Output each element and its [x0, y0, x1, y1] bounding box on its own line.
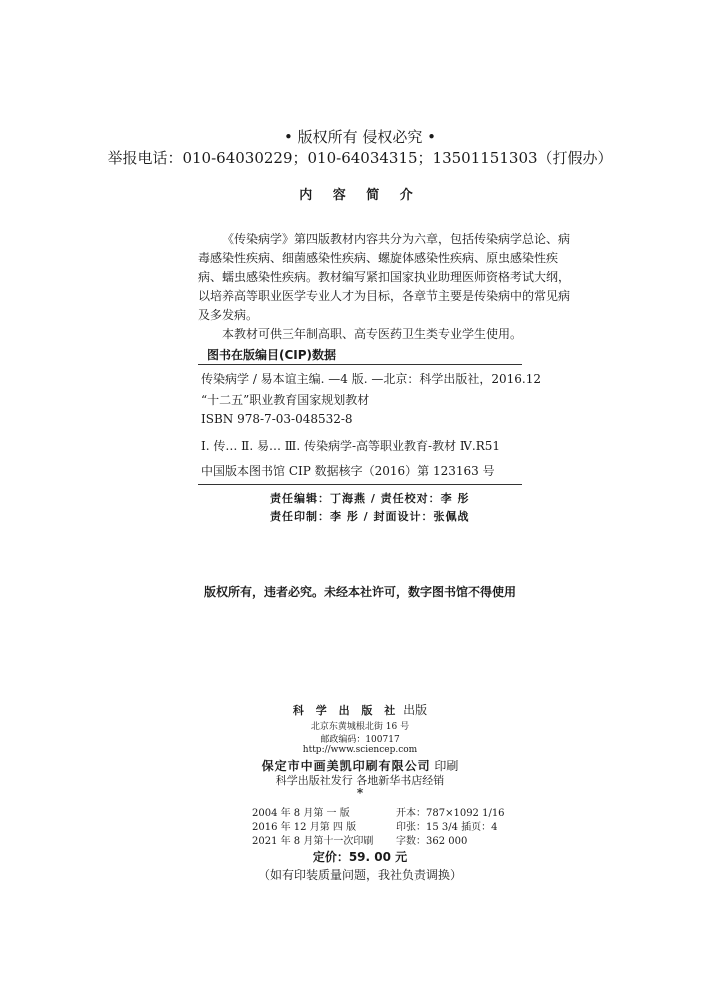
- edition-spec: 字数：362 000: [396, 836, 468, 847]
- printer-name: 保定市中画美凯印刷有限公司: [261, 759, 431, 773]
- cip-line-data-number: 中国版本图书馆 CIP 数据核字（2016）第 123163 号: [201, 464, 495, 478]
- copyright-warning: 版权所有，违者必究。未经本社许可，数字图书馆不得使用: [203, 585, 516, 599]
- publisher-name: 科 学 出 版 社: [292, 704, 400, 717]
- publisher-website: http://www.sciencep.com: [302, 745, 418, 755]
- cip-bottom-rule: [198, 484, 522, 485]
- edition-date: 2004 年 8 月第 一 版: [252, 808, 350, 819]
- edition-row: [252, 832, 467, 847]
- cip-line-subjects: Ⅰ. 传… Ⅱ. 易… Ⅲ. 传染病学-高等职业教育-教材 Ⅳ.R51: [201, 439, 501, 453]
- intro-paragraph: 本教材可供三年制高职、高专医药卫生类专业学生使用。: [222, 327, 523, 341]
- cip-line-bibliographic: 传染病学 / 易本谊主编. —4 版. —北京：科学出版社，2016.12: [201, 372, 542, 386]
- intro-text: [198, 230, 573, 344]
- cip-title: 图书在版编目(CIP)数据: [207, 348, 337, 362]
- intro-title: 内 容 简 介: [299, 188, 421, 203]
- publisher-address: 北京东黄城根北街 16 号: [310, 722, 410, 732]
- edition-row: [252, 804, 505, 819]
- separator-star: *: [356, 786, 364, 800]
- report-hotline: 举报电话：010-64030229；010-64034315；13501151303（打假办）: [107, 149, 613, 167]
- staff-line-printing: 责任印制：李 彤 / 封面设计：张佩战: [270, 510, 470, 523]
- distribution-line: 科学出版社发行 各地新华书店经销: [275, 774, 445, 787]
- cip-line-series: “十二五”职业教育国家规划教材: [201, 393, 370, 407]
- quality-note: （如有印装质量问题，我社负责调换）: [257, 868, 462, 882]
- cip-top-rule: [198, 364, 522, 365]
- staff-line-editor: 责任编辑：丁海燕 / 责任校对：李 彤: [270, 492, 470, 505]
- edition-spec: 开本：787×1092 1/16: [396, 808, 505, 819]
- publisher-line: [0, 701, 720, 718]
- edition-row: [252, 818, 498, 833]
- publisher-suffix: 出版: [403, 703, 428, 717]
- publisher-postcode: 邮政编码：100717: [320, 735, 400, 745]
- intro-paragraph: 《传染病学》第四版教材内容共分为六章，包括传染病学总论、病毒感染性疾病、细菌感染性疾病、螺旋体感染性疾病、原虫感染性疾病、蠕虫感染性疾病。教材编写紧扣国家执业助理医师资格考试大纲，以培养高等职业医学专业人才为目标，各章节主要是传染病中的常见病及多发病。: [198, 232, 571, 322]
- price: 定价：59. 00 元: [312, 850, 408, 864]
- printer-suffix: 印刷: [434, 759, 459, 773]
- edition-spec: 印张：15 3/4 插页：4: [396, 822, 498, 833]
- edition-date: 2016 年 12 月第 四 版: [252, 822, 357, 833]
- cip-line-isbn: ISBN 978-7-03-048532-8: [201, 412, 353, 426]
- edition-date: 2021 年 8 月第十一次印刷: [252, 836, 374, 847]
- rights-reserved-line: • 版权所有 侵权必究 •: [283, 128, 436, 146]
